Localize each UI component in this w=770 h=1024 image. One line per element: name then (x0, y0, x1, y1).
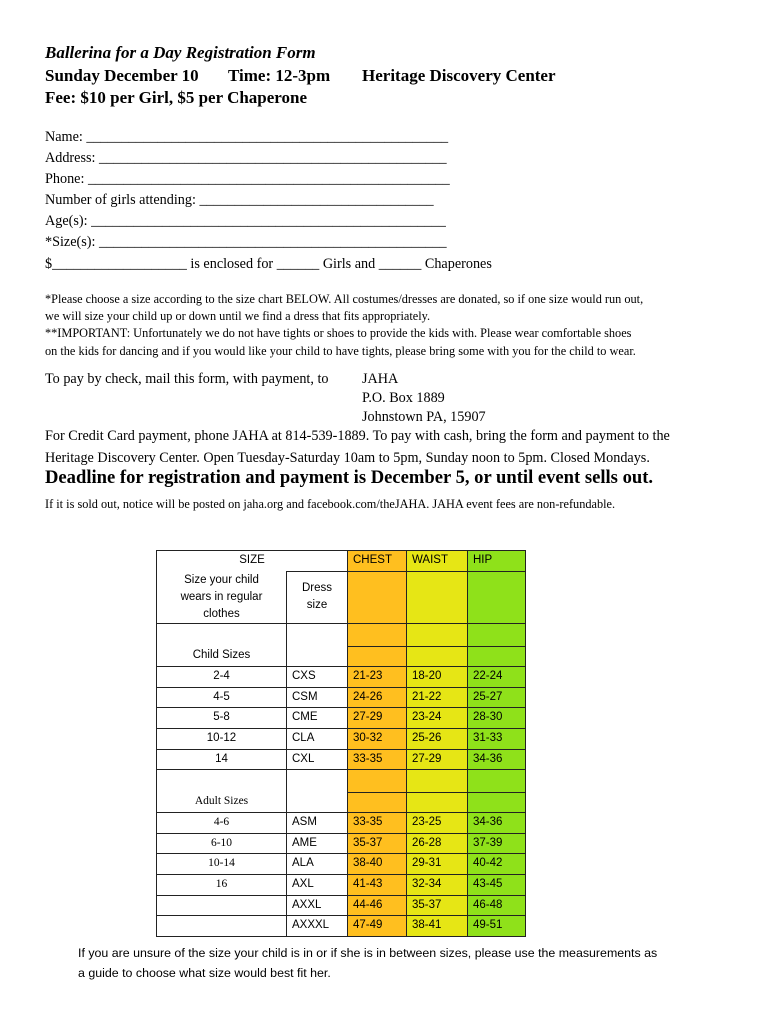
size-note-line-1: *Please choose a size according to the size chart BELOW. All costumes/dresses are donated, so if one size would run out, (45, 292, 644, 306)
hip-cell: 34-36 (468, 813, 526, 834)
phone-field[interactable]: Phone: ___________________________________________________ (45, 171, 450, 187)
chest-cell: 24-26 (348, 687, 407, 708)
dress-cell: AXXXL (287, 916, 348, 937)
waist-cell: 32-34 (407, 875, 468, 896)
event-time: Time: 12-3pm (228, 66, 331, 85)
size-cell: 4-6 (157, 813, 287, 834)
size-cell: 10-12 (157, 728, 287, 749)
size-cell: 6-10 (157, 833, 287, 854)
dress-cell: CSM (287, 687, 348, 708)
footer-note-line-2: a guide to choose what size would best fit her. (78, 966, 331, 980)
waist-cell: 38-41 (407, 916, 468, 937)
size-chart-header-row (157, 551, 526, 572)
event-date: Sunday December 10 (45, 66, 199, 85)
mail-address-line-3: Johnstown PA, 15907 (362, 409, 486, 425)
chest-blank (348, 571, 407, 624)
ages-field[interactable]: Age(s): __________________________________________________ (45, 213, 446, 229)
sold-out-notice: If it is sold out, notice will be posted on jaha.org and facebook.com/theJAHA. JAHA event fees are non-refundable. (45, 497, 616, 511)
event-fee: Fee: $10 per Girl, $5 per Chaperone (45, 88, 308, 107)
check-instructions: To pay by check, mail this form, with payment, to (45, 371, 329, 387)
adult-size-row (157, 854, 526, 875)
chest-cell: 33-35 (348, 813, 407, 834)
name-field[interactable]: Name: ___________________________________________________ (45, 129, 449, 145)
chest-cell: 38-40 (348, 854, 407, 875)
waist-cell: 26-28 (407, 833, 468, 854)
regular-clothes-header: Size your child wears in regular clothes (157, 571, 287, 624)
hip-cell: 31-33 (468, 728, 526, 749)
waist-header: WAIST (407, 551, 468, 572)
dress-cell: AXL (287, 875, 348, 896)
mail-address-line-1: JAHA (362, 371, 399, 387)
important-note-line-1: **IMPORTANT: Unfortunately we do not have tights or shoes to provide the kids with. Please wear comfortable shoes (45, 326, 632, 340)
waist-cell: 35-37 (407, 895, 468, 916)
size-cell: 4-5 (157, 687, 287, 708)
child-sizes-spacer-row (157, 624, 526, 647)
waist-blank (407, 571, 468, 624)
child-size-row (157, 667, 526, 688)
hip-blank (468, 571, 526, 624)
payment-enclosed-field[interactable]: $___________________ is enclosed for ______ Girls and ______ Chaperones (45, 256, 492, 272)
registration-deadline: Deadline for registration and payment is December 5, or until event sells out. (45, 467, 654, 488)
size-chart-subheader-row (157, 571, 526, 624)
event-venue: Heritage Discovery Center (362, 66, 556, 85)
hip-cell: 46-48 (468, 895, 526, 916)
size-cell: 5-8 (157, 708, 287, 729)
card-payment-line-1: For Credit Card payment, phone JAHA at 814-539-1889. To pay with cash, bring the form and payment to the (45, 428, 670, 444)
child-size-row (157, 728, 526, 749)
waist-cell: 23-25 (407, 813, 468, 834)
mail-address-line-2: P.O. Box 1889 (362, 390, 445, 406)
chest-cell: 30-32 (348, 728, 407, 749)
sizes-field[interactable]: *Size(s): _________________________________________________ (45, 234, 447, 250)
hip-cell: 43-45 (468, 875, 526, 896)
footer-note-line-1: If you are unsure of the size your child is in or if she is in between sizes, please use the measurements as (78, 946, 658, 960)
chest-cell: 21-23 (348, 667, 407, 688)
size-cell: 14 (157, 749, 287, 770)
size-note-line-2: we will size your child up or down until we find a dress that fits appropriately. (45, 309, 431, 323)
size-cell (157, 895, 287, 916)
child-size-row (157, 687, 526, 708)
dress-size-header: Dress size (287, 571, 348, 624)
size-cell: 10-14 (157, 854, 287, 875)
hip-cell: 34-36 (468, 749, 526, 770)
child-sizes-label-row (157, 646, 526, 667)
adult-sizes-label-row (157, 792, 526, 813)
chest-cell: 27-29 (348, 708, 407, 729)
size-cell: 16 (157, 875, 287, 896)
adult-sizes-spacer-row (157, 770, 526, 793)
dress-cell: ALA (287, 854, 348, 875)
waist-cell: 27-29 (407, 749, 468, 770)
dress-cell: CXL (287, 749, 348, 770)
important-note-line-2: on the kids for dancing and if you would like your child to have tights, please bring some with you for the child to wear. (45, 344, 636, 358)
chest-cell: 44-46 (348, 895, 407, 916)
hip-cell: 22-24 (468, 667, 526, 688)
hip-cell: 40-42 (468, 854, 526, 875)
dress-cell: CLA (287, 728, 348, 749)
hip-cell: 28-30 (468, 708, 526, 729)
chest-cell: 47-49 (348, 916, 407, 937)
adult-size-row (157, 875, 526, 896)
adult-size-row (157, 895, 526, 916)
chest-cell: 41-43 (348, 875, 407, 896)
waist-cell: 18-20 (407, 667, 468, 688)
size-cell (157, 916, 287, 937)
child-size-row (157, 749, 526, 770)
hip-cell: 49-51 (468, 916, 526, 937)
dress-cell: ASM (287, 813, 348, 834)
girls-attending-field[interactable]: Number of girls attending: _________________________________ (45, 192, 434, 208)
dress-cell: CME (287, 708, 348, 729)
waist-cell: 29-31 (407, 854, 468, 875)
adult-size-row (157, 833, 526, 854)
chest-cell: 33-35 (348, 749, 407, 770)
chest-cell: 35-37 (348, 833, 407, 854)
child-sizes-label: Child Sizes (157, 646, 287, 667)
adult-sizes-label: Adult Sizes (157, 792, 287, 813)
hip-cell: 37-39 (468, 833, 526, 854)
form-title: Ballerina for a Day Registration Form (45, 43, 316, 62)
adult-size-row (157, 813, 526, 834)
size-chart-table (156, 550, 526, 937)
card-payment-line-2: Heritage Discovery Center. Open Tuesday-Saturday 10am to 5pm, Sunday noon to 5pm. Closed Mondays. (45, 450, 650, 466)
hip-header: HIP (468, 551, 526, 572)
address-field[interactable]: Address: _________________________________________________ (45, 150, 447, 166)
chest-header: CHEST (348, 551, 407, 572)
waist-cell: 21-22 (407, 687, 468, 708)
waist-cell: 25-26 (407, 728, 468, 749)
waist-cell: 23-24 (407, 708, 468, 729)
child-size-row (157, 708, 526, 729)
dress-cell: AXXL (287, 895, 348, 916)
size-cell: 2-4 (157, 667, 287, 688)
dress-cell: AME (287, 833, 348, 854)
adult-size-row (157, 916, 526, 937)
size-header: SIZE (157, 551, 348, 572)
dress-cell: CXS (287, 667, 348, 688)
hip-cell: 25-27 (468, 687, 526, 708)
